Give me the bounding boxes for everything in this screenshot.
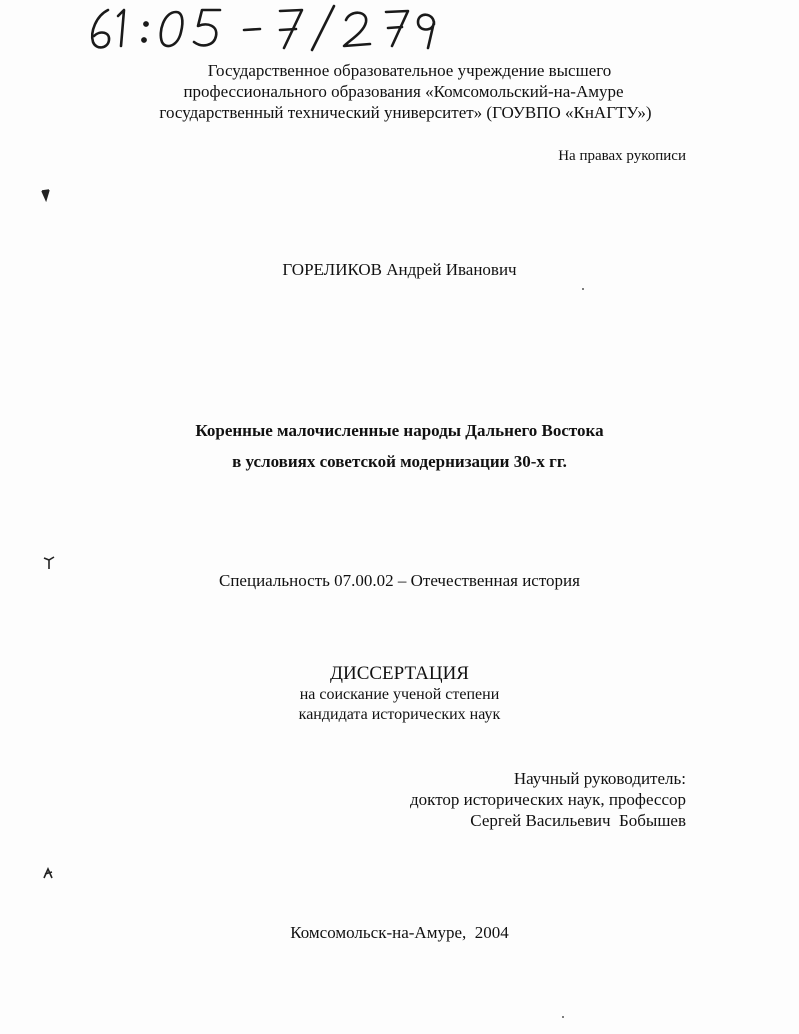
city-year: Комсомольск-на-Амуре, 2004 [290,923,509,942]
advisor-name: Сергей Васильевич Бобышев [470,811,686,830]
advisor-block [410,768,686,831]
scan-speck-2 [562,1016,564,1018]
title-line-2: в условиях советской модернизации 30-х гг. [232,452,567,471]
institution-line-1: Государственное образовательное учреждение высшего [207,61,612,80]
institution-header [0,60,799,123]
author-name: ГОРЕЛИКОВ Андрей Иванович [282,260,517,279]
scan-mark-3 [42,866,54,880]
handwritten-archive-code [84,2,444,54]
dissertation-heading: ДИССЕРТАЦИЯ [330,663,469,684]
advisor-label: Научный руководитель: [513,769,686,788]
institution-line-3: государственный технический университет» (ГОУВПО «КнАГТУ») [159,103,652,122]
scan-mark-1 [40,188,52,202]
rights-notice: На правах рукописи [558,148,686,164]
dissertation-block [0,663,799,725]
institution-line-2: профессионального образования «Комсомольский-на-Амуре [183,82,624,101]
specialty: Специальность 07.00.02 – Отечественная история [219,571,580,590]
advisor-degree: доктор исторических наук, профессор [410,790,686,809]
scan-speck-1 [582,288,584,290]
dissertation-title [0,415,799,477]
handwritten-code-drawing [84,2,444,54]
scan-mark-2 [43,556,55,570]
title-line-1: Коренные малочисленные народы Дальнего Востока [195,421,604,440]
dissertation-degree-line-2: кандидата исторических наук [298,706,501,723]
dissertation-degree-line-1: на соискание ученой степени [299,686,500,703]
